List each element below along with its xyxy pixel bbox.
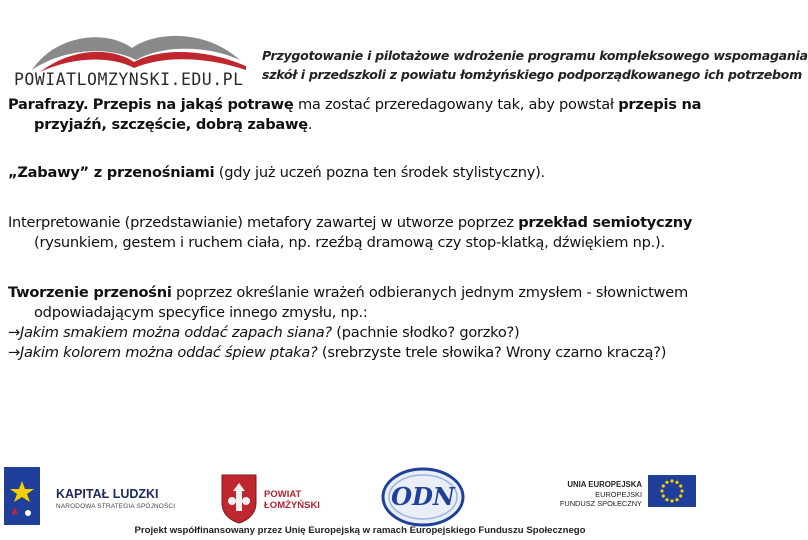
eu-line-1: UNIA EUROPEJSKA bbox=[567, 480, 642, 489]
slide-content bbox=[8, 95, 713, 363]
text: (rysunkiem, gestem i ruchem ciała, np. rzeźbą dramową czy stop-klatką, dźwiękiem np.). bbox=[34, 234, 665, 251]
text: . bbox=[307, 116, 313, 133]
paragraph-interpretation bbox=[8, 213, 713, 253]
italic-text: Jakim smakiem można oddać zapach siana? bbox=[19, 324, 332, 341]
bold-text: przepis na przyjaźń, szczęście, dobrą zabawę bbox=[34, 96, 702, 133]
bold-text: Tworzenie przenośni bbox=[8, 284, 172, 301]
example-smell bbox=[8, 323, 713, 343]
text: poprzez określanie wrażeń odbieranych jednym zmysłem - słownictwem odpowiadającym specyfice innego zmysłu, np.: bbox=[34, 284, 688, 321]
book-swoosh-logo-icon bbox=[14, 26, 254, 76]
text: (srebrzyste trele słowika? Wrony czarno kraczą?) bbox=[317, 344, 667, 361]
footer-logos bbox=[0, 455, 720, 540]
italic-text: Jakim kolorem można oddać śpiew ptaka? bbox=[19, 344, 318, 361]
project-title-line-1: Przygotowanie i pilotażowe wdrożenie programu kompleksowego wspomagania bbox=[262, 48, 808, 63]
header bbox=[0, 0, 808, 96]
paragraph-metaphor-games bbox=[8, 163, 713, 183]
odn-logo bbox=[378, 465, 468, 529]
powiat-text bbox=[264, 489, 320, 511]
arrow-icon: → bbox=[8, 324, 20, 341]
paragraph-creating-metaphors bbox=[8, 283, 713, 323]
project-title-line-2: szkół i przedszkoli z powiatu łomżyńskiego podporządkowanego ich potrzebom bbox=[262, 67, 802, 82]
arrow-icon: → bbox=[8, 344, 20, 361]
logo-text: POWIATLOMZYNSKI.EDU.PL bbox=[14, 70, 244, 89]
kapital-ludzki-subtitle: NARODOWA STRATEGIA SPÓJNOŚCI bbox=[56, 503, 176, 510]
eu-line-3: FUNDUSZ SPOŁECZNY bbox=[559, 499, 642, 508]
kapital-ludzki-title: KAPITAŁ LUDZKI bbox=[56, 487, 159, 501]
funding-note: Projekt współfinansowany przez Unię Europejską w ramach Europejskiego Funduszu Społecznego bbox=[134, 525, 586, 536]
project-title bbox=[262, 46, 808, 84]
odn-logo-text: ODN bbox=[391, 482, 455, 511]
text: (gdy już uczeń pozna ten środek stylistyczny). bbox=[214, 164, 545, 181]
text: (pachnie słodko? gorzko?) bbox=[331, 324, 520, 341]
bold-text: „Zabawy” z przenośniami bbox=[8, 164, 215, 181]
bold-text: Parafrazy. bbox=[8, 96, 89, 113]
powiat-line-2: ŁOMŻYŃSKI bbox=[264, 500, 320, 511]
text: ma zostać przeredagowany tak, aby powstał bbox=[293, 96, 619, 113]
bold-text: Przepis na jakąś potrawę bbox=[92, 96, 294, 113]
bold-text: przekład semiotyczny bbox=[518, 214, 693, 231]
example-birdsong bbox=[8, 343, 713, 363]
text: Interpretowanie (przedstawianie) metafory zawartej w utworze poprzez bbox=[8, 214, 519, 231]
powiat-line-1: POWIAT bbox=[264, 489, 302, 500]
eu-flag-icon bbox=[648, 475, 696, 507]
paragraph-paraphrases bbox=[8, 95, 713, 135]
eu-line-2: EUROPEJSKI bbox=[595, 489, 642, 499]
eu-text bbox=[540, 480, 642, 509]
